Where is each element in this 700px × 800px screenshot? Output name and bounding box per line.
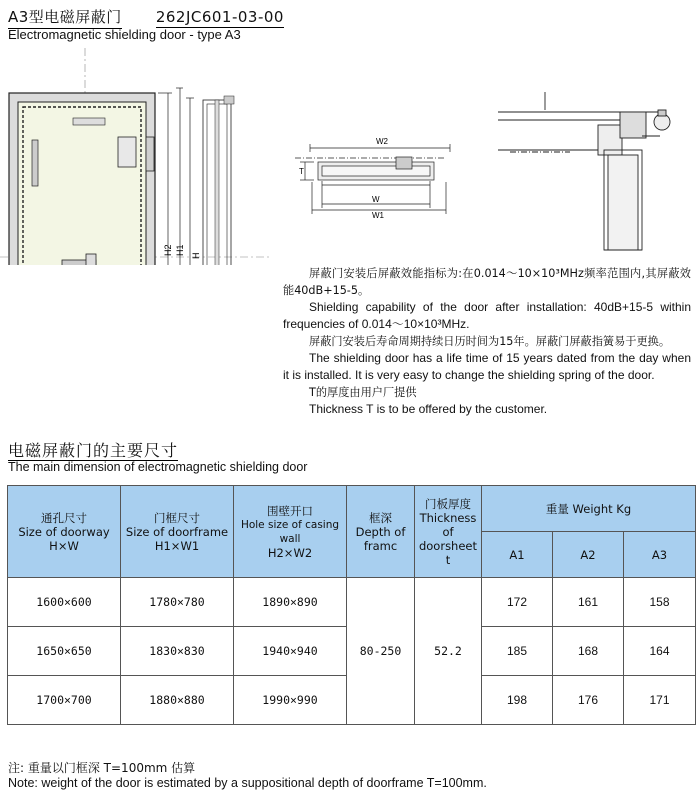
title-cn: A3型电磁屏蔽门	[8, 6, 122, 29]
header-a2: A2	[553, 532, 624, 578]
section-title-cn: 电磁屏蔽门的主要尺寸	[8, 441, 179, 460]
cell-depth: 80-250	[347, 578, 415, 725]
header-a1: A1	[482, 532, 553, 578]
w1-label: W1	[372, 211, 384, 220]
cell-doorframe: 1880×880	[121, 676, 234, 725]
cell-a2: 168	[553, 627, 624, 676]
cell-a2: 176	[553, 676, 624, 725]
note-cn: 注: 重量以门框深 T=100mm 估算	[8, 761, 196, 775]
cell-a2: 161	[553, 578, 624, 627]
cell-doorway: 1600×600	[8, 578, 121, 627]
cell-wall: 1940×940	[234, 627, 347, 676]
description-block	[283, 265, 691, 418]
header-wall: 围壁开口 Hole size of casing wall H2×W2	[234, 486, 347, 578]
door-front-view	[0, 48, 270, 265]
cell-wall: 1990×990	[234, 676, 347, 725]
cell-thickness: 52.2	[415, 578, 482, 725]
h-label: H	[191, 252, 201, 259]
thickness-note-cn: T的厚度由用户厂提供	[309, 386, 417, 399]
t-label: T	[299, 167, 304, 176]
header-doorframe: 门框尺寸 Size of doorframe H1×W1	[121, 486, 234, 578]
subtitle-en: Electromagnetic shielding door - type A3	[8, 27, 241, 42]
header-row	[8, 486, 696, 532]
drawing-code: 262JC601-03-00	[155, 8, 284, 26]
cell-doorway: 1700×700	[8, 676, 121, 725]
thickness-note-en: Thickness T is to be offered by the customer.	[309, 402, 548, 416]
header-doorway: 通孔尺寸 Size of doorway H×W	[8, 486, 121, 578]
cell-a3: 164	[624, 627, 696, 676]
cell-a1: 172	[482, 578, 553, 627]
header-thickness: 门板厚度 Thickness of doorsheet t	[415, 486, 482, 578]
header-a3: A3	[624, 532, 696, 578]
cell-doorframe: 1830×830	[121, 627, 234, 676]
shielding-capability-en: Shielding capability of the door after installation: 40dB+15-5 within frequencies of 0.014～10×10³MHz.	[283, 300, 691, 331]
cell-a3: 171	[624, 676, 696, 725]
cell-wall: 1890×890	[234, 578, 347, 627]
cell-a1: 198	[482, 676, 553, 725]
note-en: Note: weight of the door is estimated by a suppositional depth of doorframe T=100mm.	[8, 776, 487, 790]
w-label: W	[372, 195, 380, 204]
header-depth: 框深 Depth of framc	[347, 486, 415, 578]
h1-label: H1	[175, 244, 185, 256]
door-side-section	[203, 96, 234, 265]
shielding-capability-cn: 屏蔽门安装后屏蔽效能指标为:在0.014～10×10³MHz频率范围内,其屏蔽效能40dB+15-5。	[283, 267, 691, 297]
door-corner-detail	[498, 92, 670, 250]
section-title-en: The main dimension of electromagnetic shielding door	[8, 460, 308, 474]
life-time-en: The shielding door has a life time of 15 years dated from the day when it is installed. It is very easy to change the shielding spring of the door.	[283, 351, 691, 382]
dimension-table	[7, 485, 696, 725]
cell-a3: 158	[624, 578, 696, 627]
cell-doorframe: 1780×780	[121, 578, 234, 627]
life-time-cn: 屏蔽门安装后寿命周期持续日历时间为15年。屏蔽门屏蔽指簧易于更换。	[309, 335, 671, 348]
technical-drawing	[0, 40, 700, 265]
cell-a1: 185	[482, 627, 553, 676]
drawing-title	[8, 6, 284, 29]
table-row	[8, 578, 696, 627]
cell-doorway: 1650×650	[8, 627, 121, 676]
w2-label: W2	[376, 137, 388, 146]
height-dimensions	[158, 88, 194, 265]
header-weight: 重量 Weight Kg	[482, 486, 696, 532]
h2-label: H2	[163, 244, 173, 256]
